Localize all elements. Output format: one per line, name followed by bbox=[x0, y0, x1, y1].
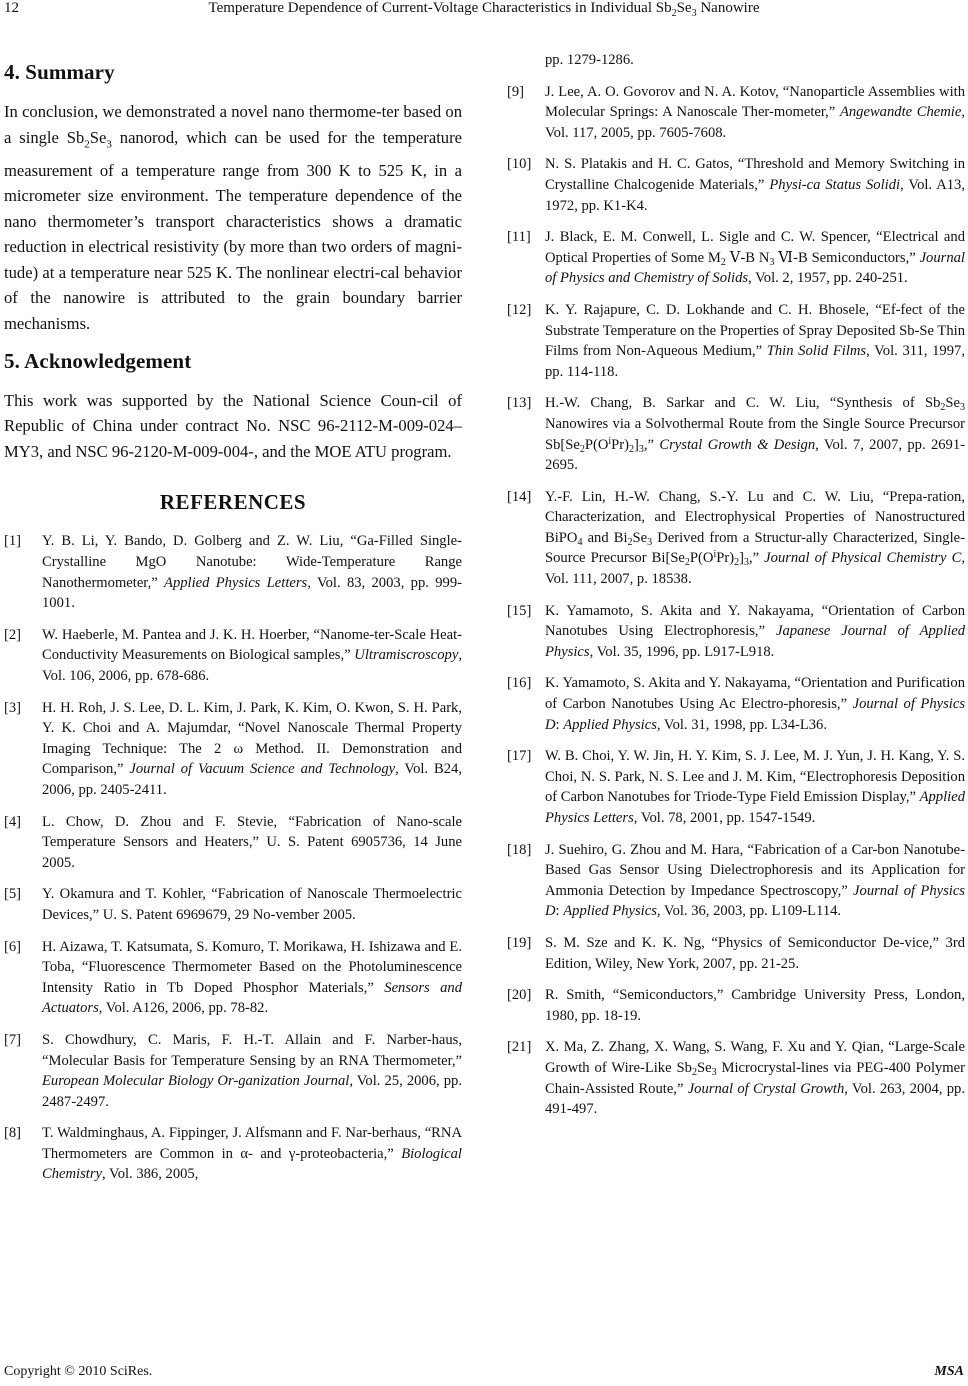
reference-item bbox=[4, 1123, 462, 1185]
reference-number: [17] bbox=[507, 748, 532, 765]
ref-sub: 2 bbox=[720, 256, 726, 268]
ref-part: Ⅴ-B N bbox=[725, 249, 770, 266]
summary-paragraph bbox=[4, 99, 462, 337]
ref-part: J. Suehiro, G. Zhou and M. Hara, “Fabrication of a Car-bon Nanotube-Based Gas Sensor Using Dielectrophoresis and its Application for Ammonia Detection by Impedance Spectroscopy,” bbox=[545, 841, 965, 899]
summary-sub: 3 bbox=[106, 137, 112, 150]
reference-number: [5] bbox=[4, 886, 22, 903]
running-title-text: Nanowire bbox=[696, 0, 760, 16]
ref-journal: Sensors and Actuators bbox=[42, 979, 463, 1017]
reference-item bbox=[507, 393, 965, 475]
ref-part: Pr) bbox=[716, 550, 735, 567]
ref-journal: Journal of Crystal Growth bbox=[687, 1080, 845, 1097]
ref-part: Y.-F. Lin, H.-W. Chang, S.-Y. Lu and C. W. Liu, “Prepa-ration, Characterization, and Electrophysical Properties of Nanostructured BiPO bbox=[545, 488, 965, 546]
ref-journal: Ultramiscroscopy bbox=[354, 647, 459, 664]
reference-text bbox=[545, 601, 965, 663]
reference-text bbox=[545, 487, 965, 590]
ref-part: H. Aizawa, T. Katsumata, S. Komuro, T. Morikawa, H. Ishizawa and E. Toba, “Fluorescence Thermometer Based on the Photoluminescence Intensity Ratio in Tb Doped Phosphor Materials,” bbox=[42, 938, 462, 996]
reference-item bbox=[4, 884, 462, 925]
ref-journal: Applied Physics bbox=[563, 903, 657, 920]
ref-part: Ⅵ-B Semiconductors,” bbox=[774, 249, 920, 266]
reference-item bbox=[507, 933, 965, 974]
ref-part: S. Chowdhury, C. Maris, F. H.-T. Allain and F. Narber-haus, “Molecular Basis for Temperature Sensing by an RNA Thermometer,” bbox=[42, 1031, 462, 1069]
ref-part: , Vol. A13, 1972, pp. K1-K4. bbox=[545, 176, 965, 214]
ref-sub: 4 bbox=[577, 536, 583, 548]
reference-item bbox=[507, 601, 965, 663]
reference-number: [3] bbox=[4, 699, 22, 716]
ref-journal: Journal of Physics D bbox=[545, 882, 965, 920]
ref-journal: Applied Physics Letters bbox=[545, 789, 965, 826]
ref-journal: Journal of Physical Chemistry C bbox=[764, 550, 962, 567]
ref-sub: 3 bbox=[647, 536, 653, 548]
ref-part: H. H. Roh, J. S. Lee, D. L. Kim, J. Park, K. Kim, O. Kwon, S. H. Park, Y. K. Choi and A. Majumdar, “Novel Nanoscale Thermal Property Imaging Technique: The 2 ω Method. II. Demonstration and Comparison,” bbox=[42, 699, 462, 778]
reference-item bbox=[507, 1037, 965, 1119]
reference-item bbox=[4, 698, 462, 801]
ref-part: , Vol. 263, 2004, pp. 491-497. bbox=[545, 1080, 965, 1118]
reference-item bbox=[507, 746, 965, 828]
ref-sub: 2 bbox=[940, 402, 946, 414]
reference-number: [6] bbox=[4, 938, 22, 955]
footer-copyright: Copyright © 2010 SciRes. bbox=[4, 1364, 153, 1379]
reference-number: [8] bbox=[4, 1125, 22, 1142]
ref-part: T. Waldminghaus, A. Fippinger, J. Alfsmann and F. Nar-berhaus, “RNA Thermometers are Common in α- and γ-proteobacteria,” bbox=[42, 1125, 462, 1162]
reference-number: [12] bbox=[507, 301, 532, 318]
ref-part: , Vol. 2, 1957, pp. 240-251. bbox=[748, 270, 908, 287]
reference-continuation bbox=[507, 50, 965, 71]
reference-text: S. M. Sze and K. K. Ng, “Physics of Semiconductor De-vice,” 3rd Edition, Wiley, New York, 2007, pp. 21-25. bbox=[545, 934, 965, 972]
reference-text bbox=[42, 625, 462, 687]
ref-part: W. Haeberle, M. Pantea and J. K. H. Hoerber, “Nanome-ter-Scale Heat-Conductivity Measurements on Biological samples,” bbox=[42, 626, 462, 664]
ref-sub: 3 bbox=[769, 256, 775, 268]
ref-journal: Journal of Physics D bbox=[545, 696, 965, 733]
ref-part: Derived from a Structur-ally Characterized, Single-Source Precursor Bi[Se bbox=[545, 529, 965, 567]
ref-part: J. Lee, A. O. Govorov and N. A. Kotov, “Nanoparticle Assemblies with Molecular Springs: A Nanoscale Ther-mometer,” bbox=[545, 83, 965, 121]
ref-sup: i bbox=[713, 549, 717, 561]
ref-journal: Journal of Physics and Chemistry of Solids bbox=[545, 249, 965, 287]
reference-item bbox=[507, 82, 965, 144]
ref-sub: 3 bbox=[743, 557, 749, 569]
ref-part: , Vol. 78, 2001, pp. 1547-1549. bbox=[633, 810, 816, 826]
ref-part: , Vol. 7, 2007, pp. 2691-2695. bbox=[545, 436, 966, 474]
reference-text bbox=[42, 1123, 462, 1185]
ref-part: , Vol. 35, 1996, pp. L917-L918. bbox=[589, 643, 775, 660]
ref-part: , Vol. 117, 2005, pp. 7605-7608. bbox=[545, 104, 966, 141]
reference-text bbox=[42, 1030, 462, 1112]
summary-text: In conclusion, we demonstrated a novel nano thermome-ter based on a single Sb bbox=[4, 102, 462, 147]
reference-number: [11] bbox=[507, 229, 531, 246]
ref-part: K. Yamamoto, S. Akita and Y. Nakayama, “Orientation of Carbon Nanotubes Using Electrophoresis,” bbox=[545, 602, 965, 640]
ref-part: ,” bbox=[643, 436, 660, 453]
ref-journal: Biological Chemistry bbox=[42, 1145, 462, 1183]
right-column bbox=[507, 50, 965, 1131]
reference-number: [14] bbox=[507, 488, 532, 505]
acknowledgement-heading: 5. Acknowledgement bbox=[4, 348, 192, 373]
ref-part: W. B. Choi, Y. W. Jin, H. Y. Kim, S. J. Lee, M. J. Yun, J. H. Kang, Y. S. Choi, N. S. Park, N. S. Lee and J. M. Kim, “Electrophoresis Deposition of Carbon Nanotubes for Triode-Type Field Emission Display,” bbox=[545, 748, 965, 806]
summary-text: nanorod, which can be used for the temperature measurement of a temperature range from 300 K to 525 K, in a micrometer size environment. The temperature dependence of the nano thermometer’s transport characteristics shows a dramatic reduction in electrical resistivity (by more than two orders of magni-tude) at a temperature near 525 K. The nonlinear electri-cal behavior of the nanowire is attributed to the grain boundary barrier mechanisms. bbox=[4, 127, 462, 334]
footer-journal: MSA bbox=[934, 1364, 964, 1379]
ref-part: ,” bbox=[748, 550, 765, 567]
reference-text bbox=[545, 840, 965, 922]
reference-item bbox=[4, 812, 462, 874]
reference-number: [16] bbox=[507, 675, 532, 692]
reference-number: [10] bbox=[507, 156, 532, 173]
ref-part: ] bbox=[634, 436, 639, 453]
ref-part: , Vol. B24, 2006, pp. 2405-2411. bbox=[42, 761, 462, 798]
ref-part: , Vol. 386, 2005, bbox=[102, 1166, 199, 1183]
reference-item bbox=[507, 227, 965, 289]
ref-sub: 2 bbox=[734, 557, 740, 569]
reference-number: [7] bbox=[4, 1031, 22, 1048]
ref-part: ] bbox=[739, 550, 744, 567]
ref-sub: 3 bbox=[960, 402, 965, 414]
reference-number: [9] bbox=[507, 83, 525, 100]
ref-part: P(O bbox=[584, 436, 609, 453]
ref-part: and Bi bbox=[582, 529, 628, 546]
reference-text bbox=[545, 154, 965, 216]
reference-text bbox=[42, 531, 462, 613]
ref-part: H.-W. Chang, B. Sarkar and C. W. Liu, “Synthesis of Sb bbox=[545, 395, 941, 412]
ref-part: : bbox=[555, 903, 564, 920]
reference-number: [4] bbox=[4, 813, 22, 830]
reference-item bbox=[507, 985, 965, 1026]
reference-text: pp. 1279-1286. bbox=[545, 52, 634, 68]
ref-sub: 2 bbox=[684, 557, 690, 569]
ref-part: , Vol. 25, 2006, pp. 2487-2497. bbox=[42, 1073, 462, 1110]
ref-sub: 3 bbox=[711, 1066, 717, 1078]
reference-item bbox=[507, 673, 965, 735]
ref-part: : bbox=[555, 716, 564, 733]
ref-sup: i bbox=[608, 435, 612, 447]
ref-journal: Physi-ca Status Solidi bbox=[769, 176, 901, 193]
reference-text bbox=[545, 1037, 965, 1119]
reference-text: Y. Okamura and T. Kohler, “Fabrication of Nanoscale Thermoelectric Devices,” U. S. Patent 6969679, 29 No-vember 2005. bbox=[42, 886, 462, 923]
reference-number: [19] bbox=[507, 934, 532, 951]
left-column bbox=[4, 52, 462, 1196]
reference-number: [2] bbox=[4, 626, 22, 643]
ref-part: Se bbox=[696, 1059, 712, 1076]
summary-sub: 2 bbox=[84, 137, 90, 150]
summary-heading: 4. Summary bbox=[4, 60, 115, 84]
reference-text: R. Smith, “Semiconductors,” Cambridge University Press, London, 1980, pp. 18-19. bbox=[545, 987, 965, 1024]
running-title-text: Temperature Dependence of Current-Voltage Characteristics in Individual Sb bbox=[208, 0, 672, 16]
reference-number: [1] bbox=[4, 533, 22, 550]
reference-text bbox=[545, 746, 965, 828]
running-title-sub: 3 bbox=[691, 8, 697, 19]
reference-text bbox=[42, 698, 462, 801]
ref-part: X. Ma, Z. Zhang, X. Wang, S. Wang, F. Xu and Y. Qian, “Large-Scale Growth of Wire-Like Sb bbox=[545, 1039, 965, 1076]
ref-part: , Vol. 111, 2007, p. 18538. bbox=[545, 550, 965, 588]
reference-text bbox=[545, 82, 965, 144]
ref-part: , Vol. 106, 2006, pp. 678-686. bbox=[42, 647, 462, 684]
reference-item bbox=[507, 154, 965, 216]
ref-part: , Vol. 36, 2003, pp. L109-L114. bbox=[656, 903, 842, 920]
ref-journal: Applied Physics bbox=[563, 716, 657, 733]
page-number: 12 bbox=[4, 0, 19, 16]
reference-item bbox=[4, 937, 462, 1019]
reference-number: [21] bbox=[507, 1039, 532, 1056]
ref-part: Pr) bbox=[611, 436, 630, 453]
reference-number: [13] bbox=[507, 395, 532, 412]
ref-journal: Angewandte Chemie bbox=[839, 104, 962, 121]
summary-text: Se bbox=[89, 127, 107, 147]
ref-part: , Vol. A126, 2006, pp. 78-82. bbox=[98, 1000, 269, 1017]
running-title-sub: 2 bbox=[671, 8, 677, 19]
reference-number: [20] bbox=[507, 987, 532, 1004]
reference-item bbox=[507, 487, 965, 590]
ref-part: , Vol. 31, 1998, pp. L34-L36. bbox=[656, 716, 828, 733]
ref-part: Microcrystal-lines via PEG-400 Polymer Chain-Assisted Route,” bbox=[545, 1059, 965, 1097]
ref-part: , Vol. 311, 1997, pp. 114-118. bbox=[545, 343, 965, 380]
reference-text: L. Chow, D. Zhou and F. Stevie, “Fabrication of Nano-scale Temperature Sensors and Heaters,” U. S. Patent 6905736, 14 June 2005. bbox=[42, 813, 462, 871]
reference-number: [15] bbox=[507, 602, 532, 619]
reference-text bbox=[42, 937, 462, 1019]
ref-part: Se bbox=[945, 395, 960, 412]
references-title: REFERENCES bbox=[159, 490, 307, 515]
ref-part: Y. B. Li, Y. Bando, D. Golberg and Z. W. Liu, “Ga-Filled Single-Crystalline MgO Nanotube: Wide-Temperature Range Nanothermometer,” bbox=[42, 533, 462, 591]
acknowledgement-paragraph: This work was supported by the National Science Coun-cil of Republic of China under contract No. NSC 96-2112-M-009-024–MY3, and NSC 96-2120-M-009-004-, and the MOE ATU program. bbox=[4, 390, 462, 461]
ref-part: J. Black, E. M. Conwell, L. Sigle and C. W. Spencer, “Electrical and Optical Properties of Some M bbox=[545, 229, 965, 266]
reference-text bbox=[545, 300, 965, 382]
ref-part: N. S. Platakis and H. C. Gatos, “Threshold and Memory Switching in Crystalline Chalcogenide Materials,” bbox=[545, 156, 965, 193]
ref-sub: 2 bbox=[579, 443, 585, 455]
reference-number: [18] bbox=[507, 841, 532, 858]
ref-journal: European Molecular Biology Or-ganization Journal bbox=[42, 1073, 350, 1090]
running-title-text: Se bbox=[676, 0, 692, 16]
reference-item bbox=[4, 625, 462, 687]
ref-part: Nanowires via a Solvothermal Route from the Single Source Precursor Sb[Se bbox=[545, 415, 965, 453]
ref-journal: Crystal Growth & Design bbox=[659, 436, 816, 453]
ref-part: K. Y. Rajapure, C. D. Lokhande and C. H. Bhosele, “Ef-fect of the Substrate Temperature on the Properties of Spray Deposited Sb-Se Thin Films from Non-Aqueous Medium,” bbox=[545, 301, 965, 360]
ref-journal: Japanese Journal of Applied Physics bbox=[545, 623, 965, 660]
ref-sub: 3 bbox=[638, 443, 644, 455]
ref-journal: Applied Physics Letters bbox=[164, 574, 308, 591]
reference-item bbox=[507, 300, 965, 382]
reference-item bbox=[507, 840, 965, 922]
ref-part: Se bbox=[632, 529, 648, 546]
ref-sub: 2 bbox=[627, 536, 633, 548]
ref-sub: 2 bbox=[691, 1066, 697, 1078]
reference-text bbox=[545, 673, 965, 735]
running-title bbox=[0, 0, 968, 19]
reference-text bbox=[545, 393, 965, 475]
reference-number-blank bbox=[507, 50, 545, 71]
ref-journal: Thin Solid Films bbox=[766, 343, 867, 360]
ref-part: P(O bbox=[689, 550, 714, 567]
ref-part: K. Yamamoto, S. Akita and Y. Nakayama, “Orientation and Purification of Carbon Nanotubes Using Ac Electro-phoresis,” bbox=[545, 675, 965, 713]
reference-item bbox=[4, 531, 462, 613]
ref-sub: 2 bbox=[629, 443, 635, 455]
reference-item bbox=[4, 1030, 462, 1112]
reference-text bbox=[545, 227, 965, 289]
ref-part: , Vol. 83, 2003, pp. 999-1001. bbox=[42, 574, 463, 612]
ref-journal: Journal of Vacuum Science and Technology bbox=[129, 761, 396, 778]
